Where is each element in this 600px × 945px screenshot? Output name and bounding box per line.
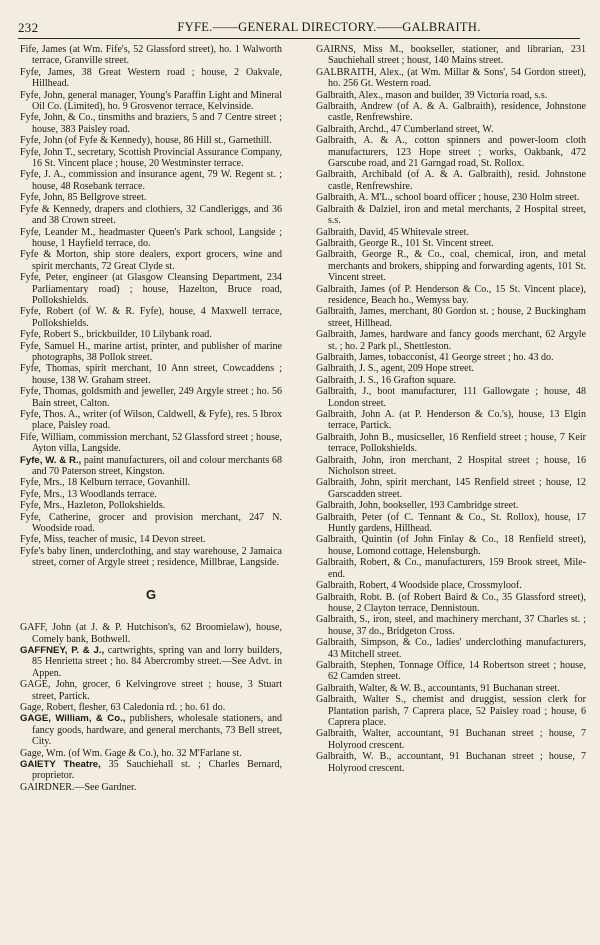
entry-text: Galbraith, J. S., 16 Grafton square. bbox=[316, 374, 457, 386]
directory-entry bbox=[316, 500, 586, 511]
entry-text: Fyfe, Samuel H., marine artist, printer, and publisher of marine photographs, 38 Pollok street. bbox=[20, 340, 282, 363]
directory-entry bbox=[316, 249, 586, 283]
directory-entry bbox=[20, 455, 282, 478]
directory-entry bbox=[20, 44, 282, 67]
directory-entry bbox=[20, 249, 282, 272]
entry-text: Galbraith, Walter S., chemist and druggist, session clerk for Plantation parish, 7 Caprera place, 52 Paisley road ; house, 6 Caprera place. bbox=[316, 694, 586, 728]
entry-text: Galbraith, Peter (of C. Tennant & Co., St. Rollox), house, 17 Huntly gardens, Hillhead. bbox=[316, 511, 586, 535]
directory-entry bbox=[20, 546, 282, 569]
directory-entry bbox=[20, 169, 282, 192]
entry-text: Galbraith, W. B., accountant, 91 Buchanan street ; house, 7 Holyrood crescent. bbox=[316, 751, 586, 774]
entry-text: Galbraith, J. S., agent, 209 Hope street. bbox=[316, 363, 474, 375]
directory-entry bbox=[20, 272, 282, 306]
entry-text: Galbraith & Dalziel, iron and metal merchants, 2 Hospital street, s.s. bbox=[316, 203, 586, 227]
directory-entry bbox=[316, 101, 586, 124]
entry-text: Gage, Robert, flesher, 63 Caledonia rd. ; ho. 61 do. bbox=[20, 701, 226, 713]
directory-entry bbox=[20, 713, 282, 747]
directory-entry bbox=[316, 227, 586, 238]
directory-entry bbox=[316, 352, 586, 363]
directory-entry bbox=[316, 306, 586, 329]
directory-entry bbox=[20, 702, 282, 713]
entry-text: Galbraith, James, merchant, 80 Gordon st. ; house, 2 Buckingham street, Hillhead. bbox=[316, 306, 586, 329]
entry-text: Galbraith, John, iron merchant, 2 Hospital street ; house, 16 Nicholson street. bbox=[316, 454, 586, 478]
entry-bold-name: GAIETY Theatre, bbox=[20, 758, 101, 770]
directory-entry bbox=[20, 512, 282, 535]
entry-text: Galbraith, Walter, accountant, 91 Buchanan street ; house, 7 Holyrood crescent. bbox=[316, 728, 586, 751]
directory-entry bbox=[316, 204, 586, 227]
section-letter: G bbox=[145, 586, 157, 602]
entry-text: Fyfe, Mrs., 18 Kelburn terrace, Govanhill. bbox=[20, 477, 191, 489]
entry-text: Fyfe, John T., secretary, Scottish Provincial Assurance Company, 16 St. Vincent place ; house, 20 Westminster terrace. bbox=[20, 146, 282, 170]
directory-entry bbox=[316, 694, 586, 728]
entry-bold-name: Fyfe, W. & R., bbox=[20, 454, 82, 466]
entry-text: Galbraith, Andrew (of A. & A. Galbraith), residence, Johnstone castle, Renfrewshire. bbox=[316, 101, 586, 124]
entry-text: Fyfe, Leander M., headmaster Queen's Park school, Langside ; house, 1 Hayfield terrace, do. bbox=[20, 226, 282, 249]
right-column bbox=[316, 44, 586, 774]
entry-text: Galbraith, John B., musicseller, 16 Renfield street ; house, 7 Keir terrace, Pollokshields. bbox=[316, 431, 586, 455]
directory-entry bbox=[20, 782, 282, 793]
directory-entry bbox=[316, 124, 586, 135]
directory-entry bbox=[20, 67, 282, 90]
directory-entry bbox=[20, 204, 282, 227]
directory-entry bbox=[316, 592, 586, 615]
entry-text: Galbraith, George R., 101 St. Vincent street. bbox=[316, 237, 494, 249]
entry-text: Galbraith, A. M'L., school board officer ; house, 230 Holm street. bbox=[316, 192, 580, 204]
entry-text: Galbraith, Archibald (of A. & A. Galbraith), resid. Johnstone castle, Renfrewshire. bbox=[316, 169, 586, 192]
entry-text: GAGE, John, grocer, 6 Kelvingrove street ; house, 3 Stuart street, Partick. bbox=[20, 679, 282, 702]
directory-entry bbox=[316, 375, 586, 386]
entry-text: Fyfe, Thomas, goldsmith and jeweller, 249 Argyle street ; ho. 56 Bain street, Calton. bbox=[20, 386, 282, 409]
entry-text: Fyfe, Miss, teacher of music, 14 Devon street. bbox=[20, 534, 206, 546]
directory-entry bbox=[316, 512, 586, 535]
directory-entry bbox=[20, 489, 282, 500]
entry-text: cartwrights, spring van and lorry builders, 85 Henrietta street ; ho. 84 Abercromby street.—See Advt. in Appen. bbox=[32, 644, 282, 679]
directory-entry bbox=[316, 557, 586, 580]
directory-entry bbox=[316, 477, 586, 500]
directory-entry bbox=[316, 67, 586, 90]
directory-entry bbox=[316, 683, 586, 694]
directory-entry bbox=[316, 637, 586, 660]
entry-text: GAIRNS, Miss M., bookseller, stationer, and librarian, 231 Sauchiehall street ; houst, 140 Mains street. bbox=[316, 44, 586, 67]
directory-entry bbox=[20, 135, 282, 146]
entry-bold-name: GAGE, William, & Co., bbox=[20, 713, 126, 725]
entry-text: Galbraith, John, bookseller, 193 Cambridge street. bbox=[316, 500, 519, 512]
entry-text: Galbraith, John, spirit merchant, 145 Renfield street ; house, 12 Garscadden street. bbox=[316, 477, 586, 500]
entry-text: Fyfe, Robert (of W. & R. Fyfe), house, 4 Maxwell terrace, Pollokshields. bbox=[20, 306, 282, 329]
directory-entry bbox=[20, 90, 282, 113]
directory-entry bbox=[20, 622, 282, 645]
directory-entry bbox=[20, 500, 282, 511]
directory-entry bbox=[20, 363, 282, 386]
directory-entry bbox=[316, 44, 586, 67]
entry-text: Galbraith, Archd., 47 Cumberland street, W. bbox=[316, 123, 494, 135]
directory-entry bbox=[20, 409, 282, 432]
entry-text: Fyfe, James, 38 Great Western road ; house, 2 Oakvale, Hillhead. bbox=[20, 66, 282, 90]
directory-entry bbox=[20, 147, 282, 170]
entry-text: Galbraith, Walter, & W. B., accountants, 91 Buchanan street. bbox=[316, 682, 560, 694]
directory-entry bbox=[20, 748, 282, 759]
directory-entry bbox=[20, 679, 282, 702]
left-column bbox=[20, 44, 282, 793]
entry-text: Fyfe, Mrs., Hazleton, Pollokshields. bbox=[20, 500, 166, 512]
entry-text: Fyfe, Catherine, grocer and provision merchant, 247 N. Woodside road. bbox=[20, 511, 282, 535]
entry-text: 35 Sauchiehall st. ; Charles Bernard, proprietor. bbox=[32, 758, 282, 782]
directory-entry bbox=[316, 135, 586, 169]
directory-entry bbox=[316, 192, 586, 203]
entry-text: Galbraith, Simpson, & Co., ladies' underclothing manufacturers, 43 Mitchell street. bbox=[316, 637, 586, 660]
entry-text: Galbraith, George R., & Co., coal, chemical, iron, and metal merchants and brokers, shipping and forwarding agents, 101 St. Vincent street. bbox=[316, 249, 586, 284]
directory-entry bbox=[316, 660, 586, 683]
entry-text: Fyfe, John (of Fyfe & Kennedy), house, 86 Hill st., Garnethill. bbox=[20, 135, 272, 147]
directory-entry bbox=[316, 329, 586, 352]
entry-text: Fyfe, J. A., commission and insurance agent, 79 W. Regent st. ; house, 48 Rosebank terrace. bbox=[20, 169, 282, 192]
directory-entry bbox=[20, 759, 282, 782]
entry-text: Fyfe & Kennedy, drapers and clothiers, 32 Candleriggs, and 36 and 38 Crown street. bbox=[20, 203, 282, 227]
entry-text: Fyfe, Thomas, spirit merchant, 10 Ann street, Cowcaddens ; house, 138 W. Graham street. bbox=[20, 363, 282, 386]
directory-entry bbox=[316, 284, 586, 307]
entry-text: paint manufacturers, oil and colour merchants 68 and 70 Paterson street, Kingston. bbox=[32, 454, 282, 478]
entry-text: Fyfe, John, 85 Bellgrove street. bbox=[20, 192, 147, 204]
directory-entry bbox=[20, 534, 282, 545]
entry-text: Galbraith, S., iron, steel, and machinery merchant, 37 Charles st. ; house, 37 do., Bridgeton Cross. bbox=[316, 614, 586, 637]
directory-entry bbox=[316, 614, 586, 637]
directory-entry bbox=[316, 534, 586, 557]
entry-text: Galbraith, Robert, & Co., manufacturers, 159 Brook street, Mile-end. bbox=[316, 557, 586, 580]
directory-entry bbox=[20, 645, 282, 679]
page-header bbox=[18, 20, 580, 36]
entry-text: Fyfe, Robert S., brickbuilder, 10 Lilybank road. bbox=[20, 329, 212, 341]
entry-text: Fife, William, commission merchant, 52 Glassford street ; house, Ayton villa, Langside. bbox=[20, 431, 282, 455]
entry-text: Fyfe, Mrs., 13 Woodlands terrace. bbox=[20, 488, 157, 500]
right-entries bbox=[316, 44, 586, 774]
directory-entry bbox=[20, 341, 282, 364]
entry-text: publishers, wholesale stationers, and fancy goods, hardware, and general merchants, 73 Bell street, City. bbox=[32, 713, 282, 748]
directory-entry bbox=[316, 169, 586, 192]
left-entries-top bbox=[20, 44, 282, 569]
header-rule bbox=[18, 38, 580, 39]
entry-text: Galbraith, Robt. B. (of Robert Baird & Co., 35 Glassford street), house, 2 Clayton terrace, Dennistoun. bbox=[316, 591, 586, 614]
entry-text: Galbraith, A. & A., cotton spinners and power-loom cloth manufacturers, 123 Hope street ; works, Oakbank, 472 Garscube road, and 21 Garngad road, St. Rollox. bbox=[316, 135, 586, 170]
left-entries-bottom bbox=[20, 622, 282, 793]
directory-entry bbox=[20, 432, 282, 455]
entry-text: Galbraith, John A. (at P. Henderson & Co.'s), house, 13 Elgin terrace, Partick. bbox=[316, 409, 586, 432]
entry-text: Galbraith, David, 45 Whitevale street. bbox=[316, 226, 469, 238]
directory-entry bbox=[20, 306, 282, 329]
entry-text: Gage, Wm. (of Wm. Gage & Co.), ho. 32 M'Farlane st. bbox=[20, 747, 242, 759]
entry-text: Galbraith, Stephen, Tonnage Office, 14 Robertson street ; house, 62 Camden street. bbox=[316, 659, 586, 683]
entry-text: Fyfe, Thos. A., writer (of Wilson, Caldwell, & Fyfe), res. 5 Ibrox place, Paisley road. bbox=[20, 409, 282, 432]
entry-text: Galbraith, Alex., mason and builder, 39 Victoria road, s.s. bbox=[316, 89, 548, 101]
entry-text: Galbraith, Robert, 4 Woodside place, Crossmyloof. bbox=[316, 580, 522, 592]
directory-entry bbox=[316, 386, 586, 409]
entry-text: Fife, James (at Wm. Fife's, 52 Glassford street), ho. 1 Walworth terrace, Granville street. bbox=[20, 44, 282, 67]
entry-text: GAIRDNER.—See Gardner. bbox=[20, 781, 137, 793]
directory-entry bbox=[316, 580, 586, 591]
entry-text: Galbraith, James (of P. Henderson & Co., 15 St. Vincent place), residence, Beach ho., Wemyss bay. bbox=[316, 283, 586, 306]
page-number: 232 bbox=[18, 20, 39, 35]
directory-entry bbox=[20, 329, 282, 340]
directory-entry bbox=[20, 112, 282, 135]
running-title: FYFE.——GENERAL DIRECTORY.——GALBRAITH. bbox=[177, 20, 481, 34]
entry-bold-name: GAFFNEY, P. & J., bbox=[20, 644, 105, 656]
entry-text: Fyfe & Morton, ship store dealers, export grocers, wine and spirit merchants, 72 Great Clyde st. bbox=[20, 249, 282, 272]
directory-entry bbox=[316, 90, 586, 101]
entry-text: Fyfe, John, general manager, Young's Paraffin Light and Mineral Oil Co. (Limited), ho. 9 Grosvenor terrace, Kelvinside. bbox=[20, 89, 282, 113]
entry-text: Fyfe, John, & Co., tinsmiths and braziers, 5 and 7 Centre street ; house, 383 Paisley road. bbox=[20, 112, 282, 135]
directory-entry bbox=[316, 728, 586, 751]
directory-entry bbox=[20, 386, 282, 409]
directory-entry bbox=[20, 192, 282, 203]
directory-entry bbox=[316, 363, 586, 374]
directory-entry bbox=[316, 455, 586, 478]
directory-entry bbox=[20, 227, 282, 250]
directory-entry bbox=[316, 238, 586, 249]
directory-entry bbox=[20, 477, 282, 488]
entry-text: Fyfe, Peter, engineer (at Glasgow Cleansing Department, 234 Parliamentary road) ; house, Hazelton, Bruce road, Pollokshields. bbox=[20, 272, 282, 306]
entry-text: Fyfe's baby linen, underclothing, and stay warehouse, 2 Jamaica street, corner of Argyle street ; residence, Millbrae, Langside. bbox=[20, 545, 282, 569]
entry-text: Galbraith, J., boot manufacturer, 111 Gallowgate ; house, 48 London street. bbox=[316, 386, 586, 409]
entry-text: GAFF, John (at J. & P. Hutchison's, 62 Broomielaw), house, Comely bank, Bothwell. bbox=[20, 622, 282, 645]
directory-entry bbox=[316, 751, 586, 774]
entry-text: Galbraith, James, tobacconist, 41 George street ; ho. 43 do. bbox=[316, 351, 554, 363]
directory-entry bbox=[316, 409, 586, 432]
directory-entry bbox=[316, 432, 586, 455]
entry-text: GALBRAITH, Alex., (at Wm. Millar & Sons', 54 Gordon street), ho. 256 Gt. Western road. bbox=[316, 66, 586, 90]
entry-text: Galbraith, James, hardware and fancy goods merchant, 62 Argyle st. ; ho. 2 Park pl., Shettleston. bbox=[316, 329, 586, 352]
entry-text: Galbraith, Quintin (of John Finlay & Co., 18 Renfield street), house, Lomond cottage, Helensburgh. bbox=[316, 534, 586, 557]
